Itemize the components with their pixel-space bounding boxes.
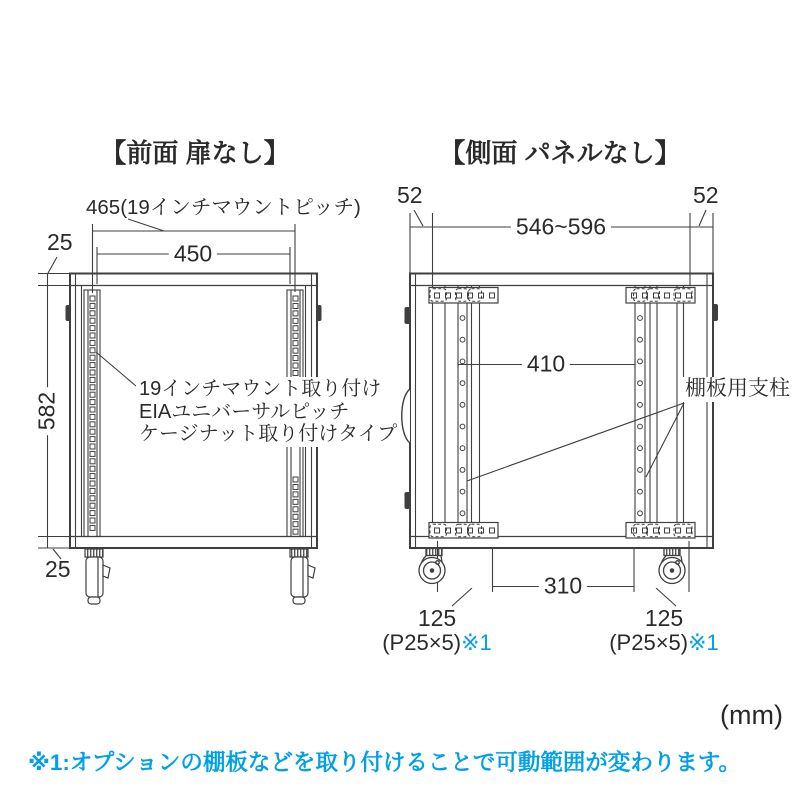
side-frame: [410, 274, 713, 549]
front-dim-bottom-inset-label: 25: [45, 556, 71, 582]
side-front-adjust-value: 125: [417, 605, 457, 631]
front-mount-label: [136, 377, 400, 447]
side-view-drawing: [402, 210, 718, 606]
front-mount-label-line1: 19インチマウント取り付け: [139, 378, 382, 400]
front-rail-holes-right-bottom: [293, 477, 298, 534]
side-front-adjust-pitch: (P25×5)※1: [382, 629, 492, 655]
side-dim-front-inset-label: 52: [397, 182, 423, 208]
side-dim-depth-range-label: 546~596: [511, 215, 611, 240]
front-dim-inner-width-label: 450: [169, 242, 217, 267]
front-latch-tabs: [66, 305, 322, 321]
front-mount-label-line3: ケージナット取り付けタイプ: [139, 423, 398, 445]
side-caster-right: [659, 549, 685, 584]
side-dim-post-span-label: 410: [522, 352, 570, 377]
front-dim-height-label: 582: [35, 387, 60, 435]
front-mount-label-leader: [96, 352, 136, 386]
side-post-label: 棚板用支柱: [682, 377, 793, 402]
side-bracket-slots: [430, 289, 692, 537]
units-label: (mm): [720, 700, 783, 730]
ref-mark: ※1: [688, 629, 719, 655]
front-mount-label-line2: EIAユニバーサルピッチ: [139, 400, 350, 423]
side-rear-adjust-pitch: (P25×5)※1: [609, 629, 719, 655]
side-dim-bottom-span-label: 310: [539, 574, 587, 599]
side-front-adjust-label: [382, 606, 492, 655]
ref-mark: ※1: [461, 629, 492, 655]
footnote: ※1:オプションの棚板などを取り付けることで可動範囲が変わります。: [28, 750, 742, 775]
side-edge-details: [402, 304, 718, 509]
front-caster-left: [85, 549, 110, 604]
side-vertical-members: [433, 286, 684, 537]
side-caster-left: [419, 549, 445, 584]
front-caster-right: [290, 549, 315, 604]
side-rear-adjust-label: [609, 606, 719, 655]
side-post-label-leaders: [467, 403, 684, 481]
front-dim-mount-pitch-label: 465(19インチマウントピッチ): [86, 196, 361, 219]
side-brackets: [429, 288, 695, 539]
side-post-holes-right: [638, 316, 643, 516]
front-rail-holes-left: [90, 296, 95, 530]
side-rear-adjust-value: 125: [644, 605, 684, 631]
side-dim-rear-inset-label: 52: [693, 182, 719, 208]
front-dim-top-inset-label: 25: [47, 229, 73, 255]
front-rail-holes-right-top: [293, 296, 298, 376]
front-view-title: 【前面 扉なし】: [100, 138, 290, 168]
side-post-holes-left: [460, 316, 465, 516]
side-view-title: 【側面 パネルなし】: [439, 138, 681, 168]
